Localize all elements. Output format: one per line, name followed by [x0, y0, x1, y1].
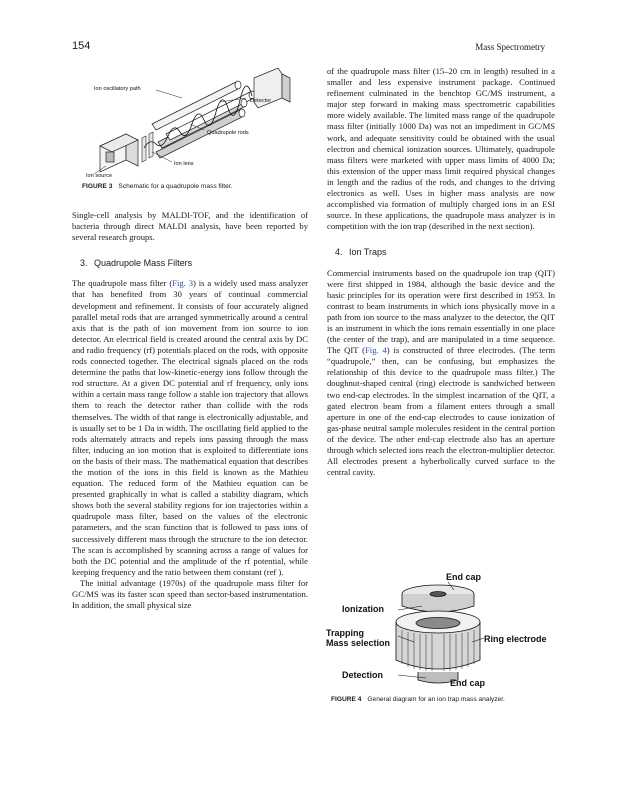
label-ionization: Ionization	[342, 604, 384, 614]
fig-4-link[interactable]: Fig. 4	[365, 345, 387, 356]
label-ion-source: Ion source	[86, 173, 113, 179]
label-trapping: Trapping	[326, 628, 364, 638]
section-3-heading	[80, 258, 308, 269]
quadrupole-paragraph-1	[72, 278, 308, 578]
label-ion-oscillatory-path: Ion oscillatory path	[94, 86, 141, 92]
label-quadrupole-rods: Quadrupole rods	[207, 130, 249, 136]
section-3-title: Quadrupole Mass Filters	[94, 258, 193, 269]
ion-lens-plates	[142, 132, 153, 162]
quadrupole-paragraph-2: The initial advantage (1970s) of the quadrupole mass filter for GC/MS was its faster scan speed than sector-based instrumentation. In addition, the small physical size	[72, 577, 308, 611]
figure-3-caption-label: FIGURE 3	[82, 183, 113, 190]
para1-text-a: The quadrupole mass filter (	[72, 278, 173, 289]
figure-3-caption-text: Schematic for a quadrupole mass filter.	[118, 183, 233, 190]
quadrupole-schematic	[86, 68, 316, 182]
ring-electrode	[396, 611, 480, 671]
section-4-number: 4.	[335, 247, 343, 258]
section-3-number: 3.	[80, 258, 88, 269]
label-ion-lens: Ion lens	[174, 161, 194, 167]
section-4-title: Ion Traps	[349, 247, 387, 258]
label-end-cap-top: End cap	[446, 572, 482, 582]
ion-trap-diagram	[322, 568, 558, 690]
figure-4	[322, 568, 558, 690]
label-end-cap-bottom: End cap	[450, 678, 486, 688]
figure-4-caption-text: General diagram for an ion trap mass analyzer.	[367, 696, 505, 703]
figure-3-caption	[82, 183, 232, 190]
section-4-heading	[335, 247, 555, 258]
label-ring-electrode: Ring electrode	[484, 634, 547, 644]
left-column	[72, 210, 308, 611]
top-end-cap	[402, 585, 474, 612]
iontrap-text-b: ) is constructed of three electrodes. (The term “quadrupole,” then, can be confusing, but emphasizes the relationship of this device to the quadrupole mass filter.) The doughnut-shaped central (ring) electrode is sandwiched between two end-cap electrodes. In the simplest incarnation of the QIT, a gated electron beam from a filament enters through a small aperture in one of the end-cap electrodes to cause ionization of gas-phase neutral sample molecules resident in the central portion of the device. The other end-cap electrode also has an aperture through which selected ions reach the electron-multiplier detector. All electrodes present a hyberbolically curved surface to the central cavity.	[327, 345, 555, 478]
intro-paragraph: Single-cell analysis by MALDI-TOF, and the identification of bacteria through direct MALDI analysis, have been reported by several research groups.	[72, 210, 308, 243]
running-head: Mass Spectrometry	[475, 42, 545, 52]
fig-3-link[interactable]: Fig. 3	[172, 278, 193, 289]
quadrupole-paragraph-continued: of the quadrupole mass filter (15–20 cm in length) resulted in a smaller and less expensive instrument package. Continued refinement culminated in the benchtop GC/MS instrument, a major step forward in making mass spectrometric capabilities more widely available. The limited mass range of the quadrupole mass filter (initially 1000 Da) was not an impediment in GC/MS work, and adequate sensitivity could be obtained with the usual electron and chemical ionization sources. Ultimately, quadrupole mass filters were marketed with upper mass limits of 4000 Da; this extension of the upper mass limit required physical changes in length and the radius of the rods, and changes to the driving electronics as well. Uses in higher mass analysis are now accomplished via formation of multiply charged ions in an ESI source. In these applications, the quadrupole mass analyzer is in competition with the ion trap (described in the next section).	[327, 66, 555, 232]
label-mass-selection: Mass selection	[326, 638, 391, 648]
ion-trap-paragraph	[327, 268, 555, 479]
para1-text-b: ) is a widely used mass analyzer that has benefited from 30 years of continual commercial development and refinement. It consists of four accurately aligned parallel metal rods that are arranged symmetrically around a central axis that is the path of ion movement from ion source to ion detector. An electrical field is created around the central axis by DC and radio frequency (rf) potentials placed on the rods, with opposite rods connected together. The electrical signals placed on the rods determine the paths that low-kinetic-energy ions follow through the rod structure. At a given DC potential and rf frequency, only ions within a certain mass range follow a stable ion trajectory that allows them to reach the detector rather than collide with the rods themselves. The width of that range is electronically adjustable, and is usually set to be 1 Da in width. The oscillating field applied to the rods alternately attracts and repels ions passing through the mass filter, inducing an ion motion that is exploited to differentiate ions on the basis of their mass. The mathematical equation that describes the motion of the ions in this field is known as the Mathieu equation. The reduced form of the Mathieu equation can be presented graphically in what is called a stability diagram, which shows both the several stability regions for ion trajectories within a quadrupole mass filter, based on the values of the electronic parameters, and the scan function that is followed to pass ions of successively different mass through the structure to the ion detector. The scan is accomplished by scanning across a range of values for both the DC potential and the amplitude of the rf potential, while keeping frequency and the ratio between them constant (ref ).	[72, 278, 308, 577]
page-number: 154	[72, 40, 91, 52]
label-detection: Detection	[342, 670, 384, 680]
iontrap-text-a: Commercial instruments based on the quadrupole ion trap (QIT) were first shipped in 1984, although the basic device and the basic principles for its operation were first described in 1953. In contrast to beam instruments in which ions physically move in a path from ion source to the mass analyzer to the detector, the QIT is an instrument in which the ions remain essentially in one place (the center of the trap), and are manipulated in a time sequence. The QIT (	[327, 267, 555, 356]
right-column	[327, 66, 555, 478]
figure-4-caption	[331, 696, 505, 703]
label-detector: Detector	[250, 98, 272, 104]
figure-4-caption-label: FIGURE 4	[331, 696, 362, 703]
figure-3	[86, 68, 316, 182]
